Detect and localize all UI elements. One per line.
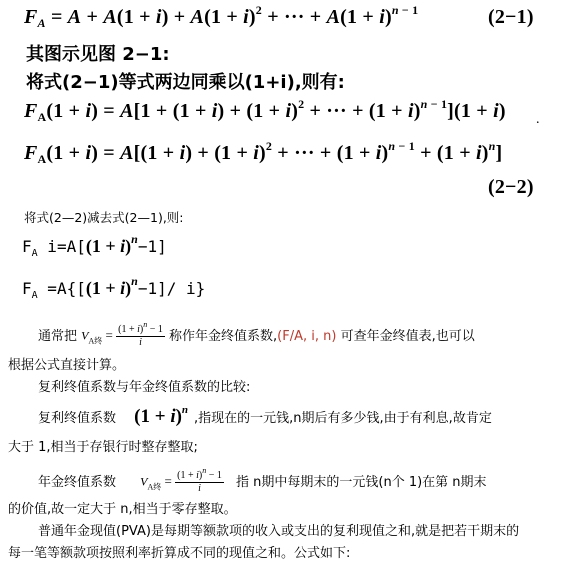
- para3-suffix: ,指现在的一元钱,n期后有多少钱,由于有利息,故肯定: [194, 411, 492, 426]
- paragraph-annuity-factor-line2: 根据公式直接计算。: [8, 358, 126, 373]
- para1-mid: 称作年金终值系数,: [169, 329, 278, 344]
- para4-prefix: 年金终值系数: [38, 475, 117, 490]
- subtract-instruction: 将式(2—2)减去式(2—1),则:: [24, 210, 184, 225]
- multiply-instruction-heading: 将式(2−1)等式两边同乘以(1+i),则有:: [26, 72, 345, 93]
- paragraph-annuity-vs-line2: 的价值,故一定大于 n,相当于零存整取。: [8, 502, 237, 517]
- comparison-heading: 复利终值系数与年金终值系数的比较:: [38, 380, 251, 395]
- trailing-dot: .: [536, 112, 540, 127]
- paragraph-present-value-line2: 每一笔等额款项按照利率折算成不同的现值之和。公式如下:: [8, 546, 351, 561]
- equation-fa-times-i: $F_A$ $i=A[(1 + i)^n-1]$: [22, 232, 167, 259]
- equation-2-2: $F_A(1 + i) = A[(1 + i) + (1 + i)^2$ + ··· + $(1 + i)^{n - 1} + (1 + i)^n$]: [24, 139, 503, 166]
- para4-suffix: 指 n期中每期末的一元钱(n个 1)在第 n期末: [236, 475, 487, 490]
- paragraph-present-value: 普通年金现值(PVA)是每期等额款项的收入或支出的复利现值之和,就是把若干期末的: [38, 524, 520, 539]
- equation-fa-result: $F_A =A\{[(1 + i)^n-1]/$ i}: [22, 274, 206, 301]
- para3-prefix: 复利终值系数: [38, 411, 117, 426]
- equation-2-1-label: (2−1): [488, 6, 534, 28]
- annuity-factor-formula-2: $V_{A终}$ = $\frac{(1 + i)^n - 1}{i}$: [140, 466, 222, 494]
- paragraph-compound-factor-line2: 大于 1,相当于存银行时整存整取;: [8, 440, 198, 455]
- equation-2-2-label: (2−2): [488, 176, 534, 198]
- paragraph-compound-factor: [38, 406, 492, 428]
- figure-reference-heading: 其图示见图 2−1:: [26, 44, 170, 65]
- paragraph-annuity-vs: [38, 466, 487, 495]
- annuity-factor-formula: $V_{A终}$ = $\frac{(1 + i)^n - 1}{i}$: [81, 320, 163, 348]
- paragraph-annuity-factor: [38, 320, 475, 349]
- para1-suffix: 可查年金终值表,也可以: [340, 329, 475, 344]
- compound-factor-formula: $(1 + i)^n$: [134, 404, 189, 427]
- equation-multiplied: $F_A(1 + i) = A[1 + (1 + i) + (1 + i)^2$ + ··· + $(1 + i)^{n - 1}](1 + i)$: [24, 97, 506, 124]
- equation-2-1: $F_A = A + A(1 + i) + A(1 + i)^2$ + ··· + $A(1 + i)^{n - 1}$: [24, 3, 419, 30]
- para1-prefix: 通常把: [38, 329, 78, 344]
- fa-table-reference: (F/A, i, n): [277, 329, 337, 344]
